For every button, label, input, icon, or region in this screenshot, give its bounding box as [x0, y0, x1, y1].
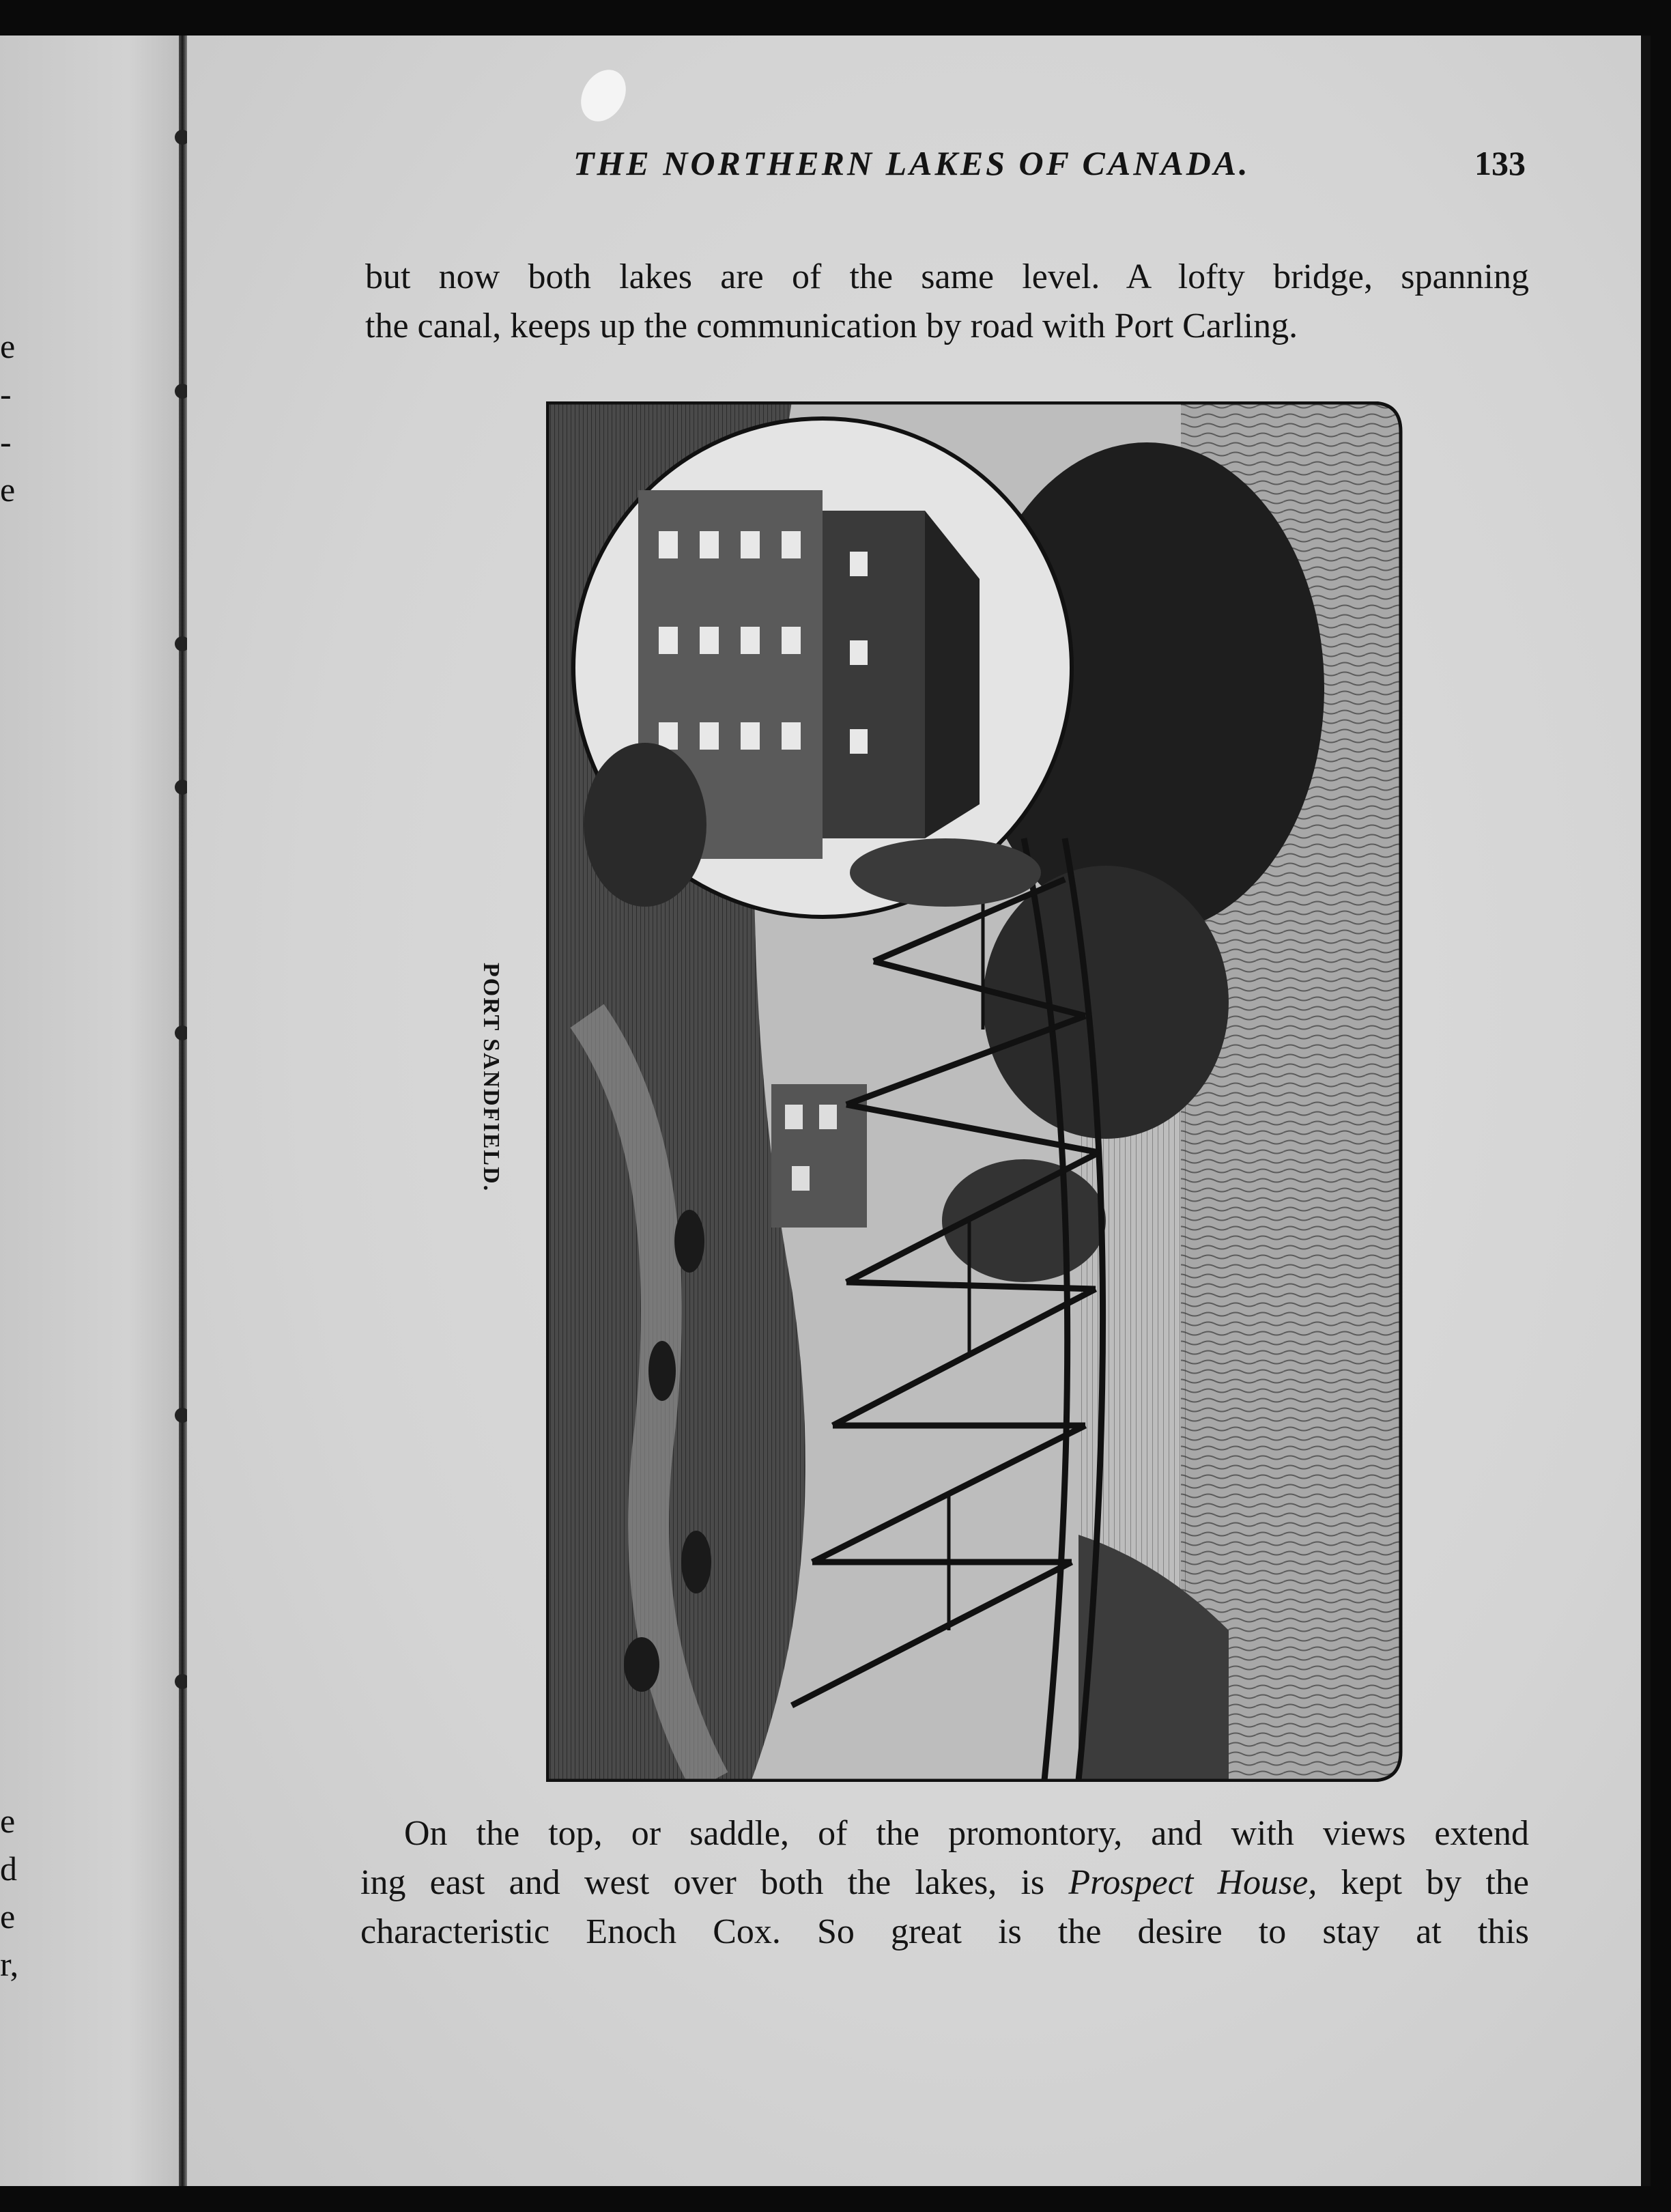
- text-run: kept by the: [1317, 1863, 1529, 1902]
- left-page-fragments-lower: [0, 1797, 27, 1988]
- left-fragment: e: [0, 470, 16, 509]
- scan-edge: [1641, 36, 1651, 2186]
- text-line: On the top, or saddle, of the promontory, and with views extend: [404, 1814, 1529, 1853]
- text-line: [360, 1858, 1529, 1908]
- left-fragment: e: [0, 1897, 16, 1936]
- text-run: ing east and west over both the lakes, is: [360, 1863, 1069, 1902]
- scan-blemish: [572, 61, 635, 129]
- paragraph-bottom: [360, 1809, 1529, 1957]
- text-line: the canal, keeps up the communication by road with Port Carling.: [365, 307, 1298, 345]
- italic-text-run: Prospect House,: [1068, 1863, 1317, 1902]
- text-line: but now both lakes are of the same level. A lofty bridge, spanning: [365, 257, 1529, 296]
- facing-page-edge: [0, 36, 183, 2186]
- illustration-caption: PORT SANDFIELD.: [479, 963, 504, 1193]
- left-page-fragments-upper: [0, 322, 27, 513]
- running-head: THE NORTHERN LAKES OF CANADA.: [573, 144, 1251, 182]
- engraving-port-sandfield: [546, 401, 1403, 1782]
- book-gutter: [179, 36, 187, 2186]
- page-number: 133: [1474, 144, 1526, 182]
- left-fragment: e: [0, 1802, 16, 1840]
- paragraph-top: [365, 253, 1529, 351]
- left-fragment: -: [0, 375, 12, 413]
- left-fragment: d: [0, 1849, 17, 1888]
- left-fragment: r,: [0, 1945, 19, 1983]
- left-fragment: -: [0, 423, 12, 461]
- text-line: characteristic Enoch Cox. So great is the desire to stay at this: [360, 1912, 1529, 1951]
- left-fragment: e: [0, 327, 16, 365]
